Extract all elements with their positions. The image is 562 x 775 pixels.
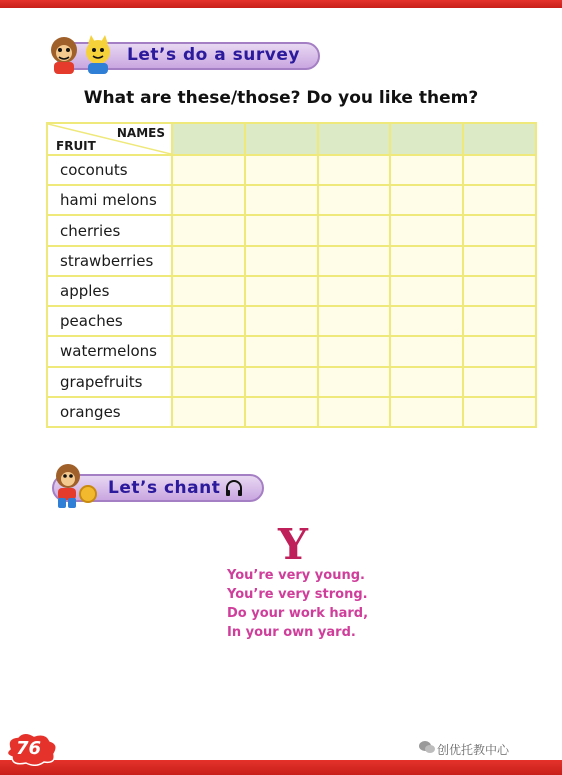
fruit-name-cell: apples bbox=[47, 276, 172, 306]
survey-answer-cell[interactable] bbox=[463, 246, 536, 276]
survey-answer-cell[interactable] bbox=[172, 246, 245, 276]
survey-answer-cell[interactable] bbox=[390, 306, 463, 336]
table-header-row bbox=[47, 123, 536, 155]
survey-answer-cell[interactable] bbox=[390, 185, 463, 215]
survey-answer-cell[interactable] bbox=[390, 397, 463, 427]
fruit-name-cell: watermelons bbox=[47, 336, 172, 366]
chant-banner-title: Let’s chant bbox=[108, 478, 221, 498]
survey-answer-cell[interactable] bbox=[245, 155, 318, 185]
survey-answer-cell[interactable] bbox=[390, 367, 463, 397]
fruit-name-cell: coconuts bbox=[47, 155, 172, 185]
survey-answer-cell[interactable] bbox=[245, 336, 318, 366]
monkey-mascot-icon bbox=[44, 460, 100, 510]
name-header-cell[interactable] bbox=[245, 123, 318, 155]
table-row bbox=[47, 276, 536, 306]
table-row bbox=[47, 185, 536, 215]
bottom-border bbox=[0, 760, 562, 775]
corner-cell bbox=[47, 123, 172, 155]
survey-answer-cell[interactable] bbox=[318, 397, 391, 427]
fruit-name-cell: cherries bbox=[47, 215, 172, 245]
survey-answer-cell[interactable] bbox=[172, 185, 245, 215]
survey-answer-cell[interactable] bbox=[172, 215, 245, 245]
chant-line: You’re very strong. bbox=[227, 587, 368, 602]
monkey-and-cat-mascot-icon bbox=[44, 32, 124, 76]
chant-line: Do your work hard, bbox=[227, 606, 369, 621]
table-row bbox=[47, 336, 536, 366]
survey-answer-cell[interactable] bbox=[318, 276, 391, 306]
survey-answer-cell[interactable] bbox=[390, 276, 463, 306]
survey-answer-cell[interactable] bbox=[318, 185, 391, 215]
survey-answer-cell[interactable] bbox=[245, 215, 318, 245]
survey-answer-cell[interactable] bbox=[390, 246, 463, 276]
chant-text bbox=[227, 566, 368, 642]
survey-answer-cell[interactable] bbox=[245, 276, 318, 306]
names-header: NAMES bbox=[116, 126, 165, 140]
survey-answer-cell[interactable] bbox=[463, 215, 536, 245]
name-header-cell[interactable] bbox=[172, 123, 245, 155]
headphones-icon[interactable] bbox=[224, 478, 244, 498]
table-row bbox=[47, 246, 536, 276]
table-row bbox=[47, 155, 536, 185]
name-header-cell[interactable] bbox=[318, 123, 391, 155]
survey-answer-cell[interactable] bbox=[463, 397, 536, 427]
survey-answer-cell[interactable] bbox=[172, 367, 245, 397]
survey-answer-cell[interactable] bbox=[245, 246, 318, 276]
survey-answer-cell[interactable] bbox=[318, 246, 391, 276]
survey-answer-cell[interactable] bbox=[172, 336, 245, 366]
fruit-name-cell: hami melons bbox=[47, 185, 172, 215]
watermark: 创优托教中心 bbox=[437, 743, 510, 757]
survey-answer-cell[interactable] bbox=[318, 336, 391, 366]
table-row bbox=[47, 397, 536, 427]
survey-answer-cell[interactable] bbox=[172, 397, 245, 427]
survey-answer-cell[interactable] bbox=[245, 306, 318, 336]
survey-answer-cell[interactable] bbox=[390, 155, 463, 185]
table-row bbox=[47, 306, 536, 336]
fruit-name-cell: strawberries bbox=[47, 246, 172, 276]
fruit-header: FRUIT bbox=[56, 139, 96, 153]
chant-line: You’re very young. bbox=[227, 568, 365, 583]
top-border bbox=[0, 0, 562, 8]
survey-question: What are these/those? Do you like them? bbox=[83, 88, 479, 108]
survey-answer-cell[interactable] bbox=[463, 306, 536, 336]
survey-answer-cell[interactable] bbox=[463, 276, 536, 306]
fruit-name-cell: grapefruits bbox=[47, 367, 172, 397]
survey-answer-cell[interactable] bbox=[172, 276, 245, 306]
table-row bbox=[47, 215, 536, 245]
survey-answer-cell[interactable] bbox=[318, 306, 391, 336]
survey-answer-cell[interactable] bbox=[245, 185, 318, 215]
chant-letter: Y bbox=[278, 520, 308, 569]
survey-answer-cell[interactable] bbox=[390, 336, 463, 366]
survey-answer-cell[interactable] bbox=[318, 215, 391, 245]
survey-answer-cell[interactable] bbox=[463, 336, 536, 366]
table-row bbox=[47, 367, 536, 397]
survey-banner-title: Let’s do a survey bbox=[127, 45, 300, 65]
survey-answer-cell[interactable] bbox=[172, 155, 245, 185]
name-header-cell[interactable] bbox=[390, 123, 463, 155]
survey-answer-cell[interactable] bbox=[463, 155, 536, 185]
survey-answer-cell[interactable] bbox=[463, 367, 536, 397]
survey-answer-cell[interactable] bbox=[245, 397, 318, 427]
page-number: 76 bbox=[16, 738, 42, 759]
chant-line: In your own yard. bbox=[227, 625, 356, 640]
survey-answer-cell[interactable] bbox=[245, 367, 318, 397]
name-header-cell[interactable] bbox=[463, 123, 536, 155]
fruit-name-cell: peaches bbox=[47, 306, 172, 336]
survey-answer-cell[interactable] bbox=[463, 185, 536, 215]
survey-answer-cell[interactable] bbox=[172, 306, 245, 336]
survey-table bbox=[46, 122, 537, 428]
survey-answer-cell[interactable] bbox=[318, 155, 391, 185]
survey-answer-cell[interactable] bbox=[390, 215, 463, 245]
fruit-name-cell: oranges bbox=[47, 397, 172, 427]
wechat-icon bbox=[419, 740, 435, 754]
survey-answer-cell[interactable] bbox=[318, 367, 391, 397]
